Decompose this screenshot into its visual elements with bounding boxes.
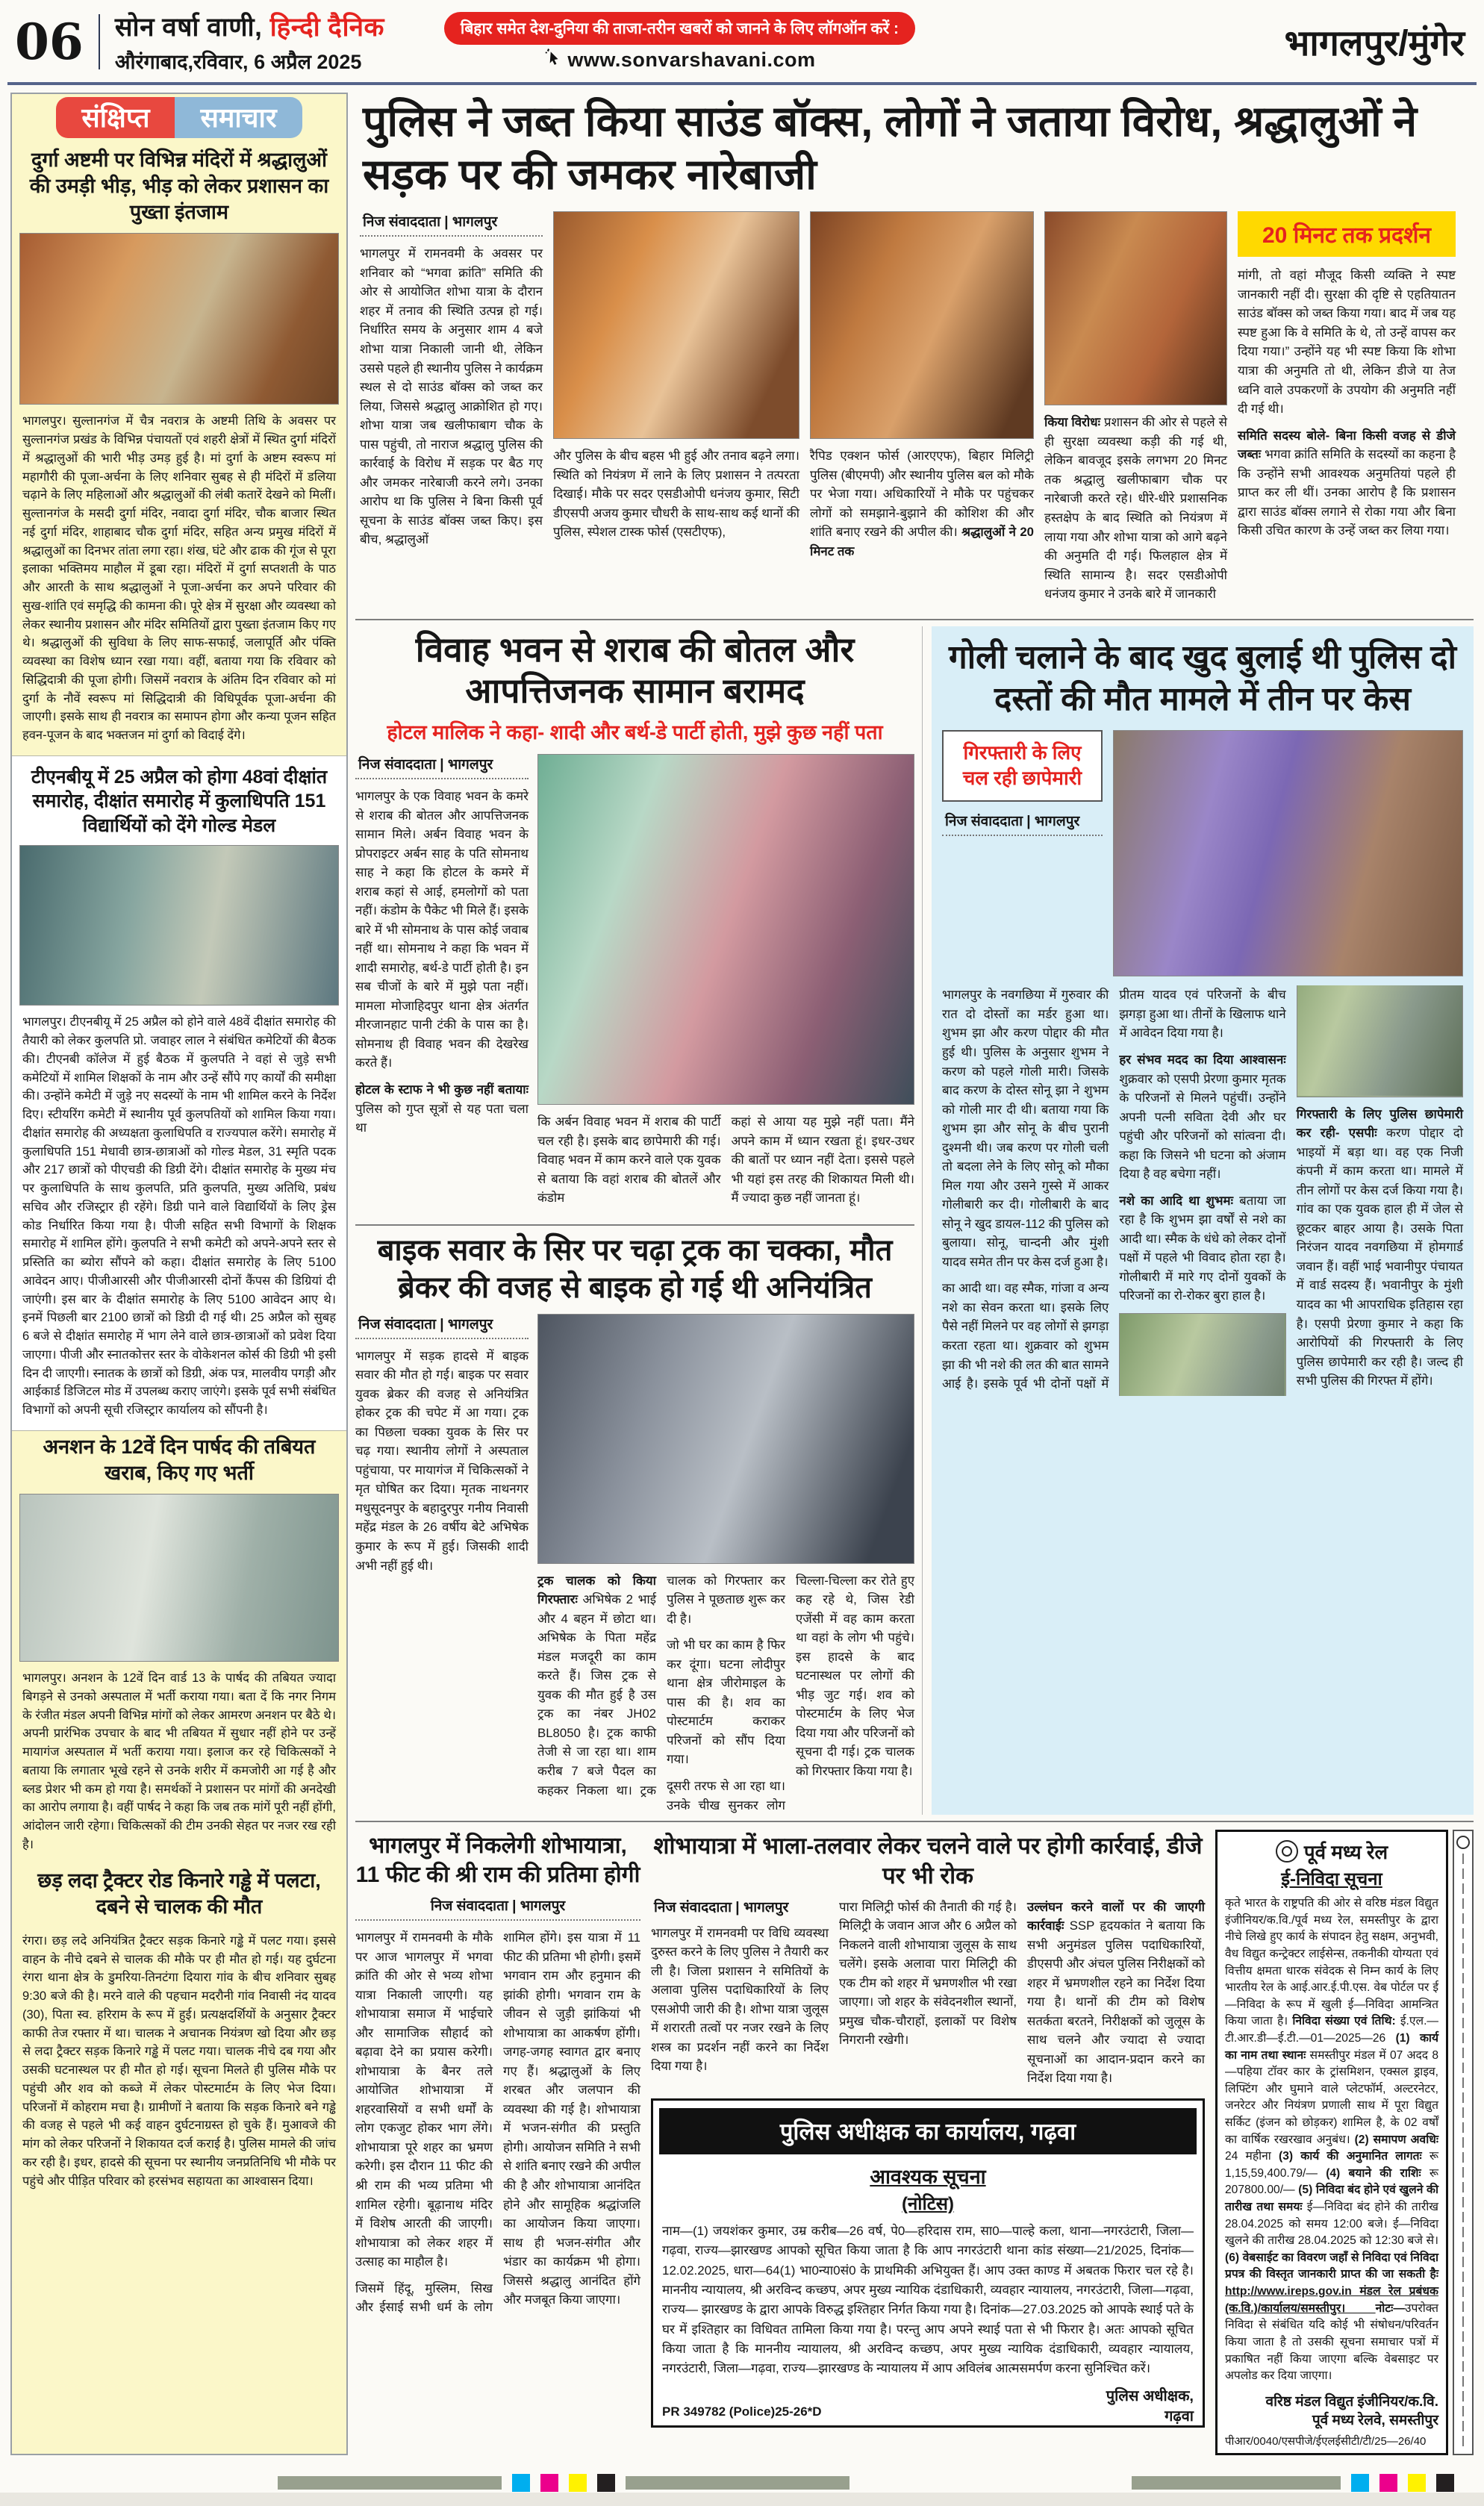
promo-banner: बिहार समेत देश-दुनिया की ताजा-तरीन खबरों को जानने के लिए लॉगऑन करें : — [444, 12, 915, 45]
lead-col-1 — [360, 211, 543, 611]
bold-lead-in: नशे का आदि था शुभमः — [1119, 1193, 1233, 1208]
edition-title: भागलपुर/मुंगेर — [1284, 23, 1465, 63]
lead-headline: पुलिस ने जब्त किया साउंड बॉक्स, लोगों ने जताया विरोध, श्रद्धालुओं ने सड़क पर की जमकर नारेबाजी — [363, 98, 1418, 199]
highlight-box: गिरफ्तारी के लिए चल रही छापेमारी — [942, 730, 1103, 802]
tender-body: कृते भारत के राष्ट्रपति की ओर से वरिष्ठ मंडल विद्युत इंजीनियर/क.वि./पूर्व मध्य रेल, समस्तीपुर के द्वारा नीचे लिखे हुए कार्य के संपादन हेतु सक्षम, अनुभवी, वैध विद्युत कन्ट्रेक्टर लाईसेन्स, तकनीकी योग्यता एवं वित्तीय क्षमता धारक संवेदक से निम्न कार्य के लिए भारतीय रेल के आई.आर.ई.पी.एस. वेब पोर्टल पर ई—निविदा के रूप में खुली ई—निविदा आमन्त्रित किया जाता है। निविदा संख्या एवं तिथि: ई.एल.—टी.आर.डी—ई.टी.—01—2025—26 (1) कार्य का नाम तथा स्थानः समस्तीपुर मंडल में 07 अदद 8—पहिया टॉवर कार के ट्रांसमिशन, एक्सल ड्राइव, लिफ्टिंग और घुमाने वाले प्लेटफॉर्म, अल्टरनेटर, जनरेटर और नियंत्रण प्रणाली साथ में पूरा विद्युत सर्किट (इंजन को छोड़कर) शामिल है, के 02 वर्षों का वार्षिक रखरखाव अनुबंध। (2) समापण अवधिः 24 महीना (3) कार्य की अनुमानित लागतः रू 1,15,59,400.79/— (4) बयाने की राशिः रू 207800.00/— (5) निविदा बंद होने एवं खुलने की तारीख तथा समयः ई—निविदा बंद होने की तारीख 28.04.2025 को समय 12:00 बजे। ई—निविदा खुलने की तारीख 28.04.2025 को 12:30 बजे से। (6) वेबसाईट का विवरण जहाँ से निविदा एवं निविदा प्रपत्र की विस्तृत जानकारी प्राप्त की जा सकती हैः http://www.ireps.gov.in मंडल रेल प्रबंधक (क.वि.)/कार्यालय/समस्तीपुर। नोटः—उपरोक्त निविदा से संबंधित यदि कोई भी संषोधन/परिवर्तन किया जाता है तो उसकी सूचना समाचार पत्रों में प्रकाषित नहीं किया जाएगा बल्कि वेबसाइट पर अपलोड कर दिया जाएगा। — [1225, 1897, 1439, 2383]
print-registration-bar — [278, 2473, 1454, 2493]
strip-rule — [1462, 1854, 1464, 2449]
bold-lead-in: किया विरोधः — [1044, 415, 1100, 430]
byline: निज संवाददाता | भागलपुर — [363, 214, 498, 231]
byline-rule — [360, 235, 543, 237]
brief-story-convocation — [12, 755, 346, 1431]
main-content — [355, 93, 1474, 2455]
masthead-rule — [7, 82, 1477, 85]
brief-story-tractor — [12, 1865, 346, 2194]
registration-yellow — [569, 2474, 587, 2492]
paragraph: का आदी था। वह स्मैक, गांजा व अन्य नशे का सेवन करता था। इसके लिए पैसे नहीं मिलने पर वह लोगों से झगड़ा करता रहता था। शुक्रवार को शुभम झा की भी नशे की लत की बात सामने आई है। इसके पूर्व भी दोनों पक्षों में प्रीतम यादव एवं परिजनों के बीच झगड़ा हुआ था। तीनों के खिलाफ थाने में आवेदन दिया गया है। — [942, 988, 1286, 1391]
bold-lead-in: (5) निविदा बंद होने एवं खुलने की तारीख तथा समयः — [1225, 2184, 1438, 2214]
registration-gray-bar — [626, 2476, 849, 2490]
click-icon — [543, 48, 563, 72]
paragraph: नशे का आदि था शुभमः बताया जा रहा है कि शुभम झा वर्षों से नशे का आदी था। स्मैक के धंधे को लेकर दोनों पक्षों में पहले भी विवाद होता रहा है। गोलीबारी में मारे गए दोनों युवकों के परिजनों का रो-रोकर बुरा हाल है। — [1119, 1193, 1286, 1303]
rail-tender-ad — [1215, 1830, 1448, 2455]
paragraph: कि अर्बन विवाह भवन में शराब की पार्टी चल रही है। इसके बाद छापेमारी की गई। विवाह भवन में काम करने वाले एक युवक से बताया कि वहां शराब की बोतलें और कंडोम — [537, 1115, 721, 1206]
photo-university-meeting — [19, 845, 339, 1006]
brief-headline: छड़ लदा ट्रैक्टर रोड किनारे गड्ढे में पलटा, दबने से चालक की मौत — [37, 1868, 321, 1918]
lead-paragraph: और पुलिस के बीच बहस भी हुई और तनाव बढ़ने लगा। स्थिति को नियंत्रण में लाने के लिए प्रशासन ने तत्परता दिखाई। मौके पर सदर एसडीओपी धनंजय कुमार, सिटी डीएसपी अजय कुमार चौधरी के साथ-साथ कई थानों की पुलिस, स्पेशल टास्क फोर्स (एसटीएफ), — [553, 449, 799, 540]
paragraph: भागलपुर में सड़क हादसे में बाइक सवार की मौत हो गई। बाइक पर सवार युवक ब्रेकर की वजह से अनियंत्रित होकर ट्रक की चपेट में आ गया। ट्रक का पिछला चक्का युवक के सिर पर चढ़ गया। स्थानीय लोगों ने अस्पताल पहुंचाया, पर मायागंज में चिकित्सकों ने मृत घोषित कर दिया। मृतक नाथनगर मधुसूदनपुर के बहादुरपुर गनीय निवासी महेंद्र मंडल के 26 वर्षीय बेटे अभिषेक कुमार के रूप में हुई। जिसकी शादी अभी नहीं हुई थी। — [355, 1348, 529, 1573]
paragraph: होटल के स्टाफ ने भी कुछ नहीं बतायाः पुलिस को गुप्त सूत्रों से यह पता चला था — [355, 1082, 529, 1135]
byline: निज संवाददाता | भागलपुर — [358, 757, 493, 773]
notice-subtitle-2: (नोटिस) — [901, 2193, 955, 2214]
headline: गोली चलाने के बाद खुद बुलाई थी पुलिस दो दस्तों की मौत मामले में तीन पर केस — [948, 638, 1456, 717]
brief-headline: अनशन के 12वें दिन पार्षद की तबियत खराब, किए गए भर्ती — [43, 1435, 316, 1485]
paragraph: हर संभव मदद का दिया आश्वासनः शुक्रवार को एसपी प्रेरणा कुमार मृतक के परिजनों से मिलने पहुंचीं। उन्होंने अपनी पत्नी सविता देवी और घर पहुंची और परिजनों को सांत्वना दी। कहा कि जिसने भी घटना को अंजाम दिया है वह बचेगा नहीं। — [1119, 1053, 1286, 1182]
byline-rule — [355, 1919, 640, 1921]
masthead-divider — [99, 14, 100, 69]
byline: निज संवाददाता | भागलपुर — [430, 1898, 566, 1915]
lead-sidebar — [1238, 211, 1456, 611]
lead-paragraph: भागलपुर में रामनवमी के अवसर पर शनिवार को “भगवा क्रांति” समिति की ओर से आयोजित शोभा यात्रा के दौरान शहर में तनाव की स्थिति उत्पन्न हो गई। निर्धारित समय के अनुसार शाम 4 बजे शोभा यात्रा निकाली जानी थी, लेकिन उससे पहले ही स्थानीय पुलिस ने कार्यक्रम स्थल से दो साउंड बॉक्स को जब्त कर लिया, जिससे श्रद्धालु आक्रोशित हो गए। शोभा यात्रा जब खलीफाबाग चौक के पास पहुंची, तो नाराज श्रद्धालु पुलिस की कार्रवाई के विरोध में सड़क पर बैठ गए और जमकर नारेबाजी करने लगे। उनका आरोप था कि पुलिस ने बिना किसी पूर्व सूचना के साउंड बॉक्स जब्त किए। इस बीच, श्रद्धालुओं — [360, 246, 543, 547]
website-url: www.sonvarshavani.com — [567, 48, 816, 71]
notice-office-title: पुलिस अधीक्षक का कार्यालय, गढ़वा — [659, 2108, 1197, 2154]
registration-gray-bar — [278, 2476, 502, 2490]
paper-name-block — [115, 9, 384, 75]
middle-bottom-stack — [651, 1830, 1205, 2455]
photo-police-inspection-room — [537, 754, 914, 1105]
byline-rule — [355, 778, 529, 779]
brief-body: भागलपुर। अनशन के 12वें दिन वार्ड 13 के पार्षद की तबियत ज्यादा बिगड़ने से उनको अस्पताल में भर्ती कराया गया। बता दें कि नगर निगम के रंजीत मंडल अपनी विभिन्न मांगों को लेकर आमरण अनशन पर बैठे थे। अपनी प्रारंभिक उपचार के बाद भी तबियत में सुधार नहीं होने पर उन्हें मायागंज अस्पताल में भर्ती कराया गया। इलाज कर रहे चिकित्सकों ने बताया कि लगातार भूखे रहने से उनके शरीर में कमजोरी आ गई है और ब्लड प्रेशर भी कम हो गया है। समर्थकों ने प्रशासन पर मांगों की अनदेखी का आरोप लगाया है। वहीं पार्षद ने कहा कि जब तक मांगें पूरी नहीं होंगी, आंदोलन जारी रहेगा। चिकित्सकों की टीम उनकी सेहत पर नजर रख रही है। — [22, 1671, 336, 1851]
byline: निज संवाददाता | भागलपुर — [654, 1899, 789, 1916]
bold-lead-in: उल्लंघन करने वालों पर की जाएगी कार्रवाईः — [1027, 1899, 1205, 1933]
bold-lead-in: ट्रक चालक को किया गिरफ्तारः — [537, 1573, 656, 1607]
headline: विवाह भवन से शराब की बोतल और आपत्तिजनक सामान बरामद — [415, 629, 855, 710]
subheadline: होटल मालिक ने कहा- शादी और बर्थ-डे पार्टी होती, मुझे कुछ नहीं पता — [387, 721, 883, 744]
bold-lead-in: निविदा संख्या एवं तिथि: — [1292, 2015, 1396, 2028]
brief-tag-red: संक्षिप्त — [56, 97, 175, 138]
paragraph: दूसरी तरफ से आ रहा था। उनके चीख सुनकर लोग चिल्ला-चिल्ला कर रोते हुए कह रहे थे, जिस रेडी एजेंसी में वह काम करता था वहां के लोग भी पहुंचे। इस हादसे के बाद घटनास्थल पर लोगों की भीड़ जुट गई। शव को पोस्टमार्टम के लिए भेज दिया गया और परिजनों को सूचना दी गई। ट्रक चालक को गिरफ्तार किया गया है। — [667, 1573, 914, 1813]
article-truck-accident — [355, 1224, 914, 1815]
article-liquor-found — [355, 626, 914, 1215]
paper-subtitle: हिन्दी दैनिक — [269, 13, 384, 42]
sidebar-title: 20 मिनट तक प्रदर्शन — [1238, 211, 1456, 257]
photo-idol-closeup — [810, 211, 1034, 439]
bold-lead-in: नोटः— — [1375, 2301, 1405, 2315]
paragraph: भागलपुर के नवगछिया में गुरुवार की रात दो दोस्तों का मर्डर हुआ था। शुभम झा और करण पोद्दार की मौत हुई थी। पुलिस के अनुसार शुभम ने करण को पहले गोली मारी। जिसके बाद करण के दोस्त सोनू झा ने शुभम को गोली मार दी थी। बताया गया कि शुभम झा और सोनू के बीच पुरानी दुश्मनी थी। जब करण पर गोली चली तो बदला लेने के लिए सोनू को मौका मिल गया और उसने गुस्से में आकर गोलीबारी कर दी। गोलीबारी के बाद सोनू ने खुद डायल-112 की पुलिस को बुलाया। सोनू, चान्दनी और मुंशी यादव समेत तीन पर केस दर्ज हुआ है। — [942, 988, 1109, 1269]
paragraph: भागलपुर के एक विवाह भवन के कमरे से शराब की बोतल और आपत्तिजनक सामान मिले। अर्बन विवाह भवन के प्रोपराइटर अर्बन साह के पति सोमनाथ साह ने कहा कि होटल के कमरे में शराब कहां से आई, हमलोगों को पता नहीं। कंडोम के पैकेट भी मिले हैं। इसके बारे में भी सोमनाथ के पास कोई जवाब नहीं था। सोमनाथ ने कहा कि भवन में शादी समारोह, बर्थ-डे पार्टी होती है। इन सब चीजों के बारे में मुझे पता नहीं। मामला मोजाहिदपुर थाना क्षेत्र अंतर्गत मीरजानहाट पानी टंकी के पास का है। सोमनाथ ही विवाह भवन की देखरेख करते हैं। — [355, 789, 529, 1070]
tender-title: ई-निविदा सूचना — [1281, 1869, 1382, 1890]
liquor-photo-block — [537, 754, 914, 1215]
right-edge-ad-strip — [1453, 1830, 1474, 2455]
registration-magenta — [540, 2474, 558, 2492]
notice-reference: PR 349782 (Police)25-26*D — [662, 2404, 822, 2419]
article-weapons-ban — [651, 1831, 1205, 2088]
paper-name: सोन वर्षा वाणी, — [114, 13, 263, 42]
page-number: 06 — [15, 13, 84, 71]
brief-tag-blue: समाचार — [175, 97, 302, 138]
registration-black — [597, 2474, 615, 2492]
registration-cyan — [1351, 2474, 1369, 2492]
brief-news-column — [10, 93, 348, 2455]
headline: बाइक सवार के सिर पर चढ़ा ट्रक का चक्का, मौत ब्रेकर की वजह से बाइक हो गई थी अनियंत्रित — [377, 1233, 893, 1304]
paragraph: भागलपुर में रामनवमी के मौके पर आज भागलपुर में भगवा क्रांति की ओर से भव्य शोभा यात्रा निकाली जाएगी। यह शोभायात्रा समाज में भाईचारे और सामाजिक सौहार्द को बढ़ावा देने का प्रयास करेगी। शोभायात्रा के बैनर तले आयोजित शोभायात्रा में शहरवासियों व सभी धर्मों के लोग एकजुट होकर भाग लेंगे। शोभायात्रा पूरे शहर का भ्रमण करेगी। इस दौरान 11 फीट की श्री राम की भव्य प्रतिमा भी शामिल रहेगी। बूढ़ानाथ मंदिर में विशेष आरती की जाएगी। शोभायात्रा को लेकर शहर में उत्साह का माहौल है। — [355, 1930, 493, 2269]
dateline: औरंगाबाद,रविवार, 6 अप्रैल 2025 — [114, 51, 362, 73]
bold-lead-in: श्रद्धालुओं ने 20 मिनट तक — [810, 525, 1034, 558]
photo-temple-crowd — [19, 233, 339, 405]
registration-black — [1436, 2474, 1454, 2492]
brief-body: रंगरा। छड़ लदे अनियंत्रित ट्रैक्टर सड़क किनारे गड्ढे में पलट गया। इससे वाहन के नीचे दबने से चालक की मौके पर ही मौत हो गई। यह दुर्घटना रंगरा थाना क्षेत्र के डुमरिया-तिनटंगा दियारा गांव के बीच शनिवार सुबह 9:30 बजे की है। मरने वाले की पहचान मदरौनी गांव निवासी नंद यादव (30), पिता स्व. हरिराम के रूप में हुई। प्रत्यक्षदर्शियों के अनुसार ट्रैक्टर काफी तेज रफ्तार में था। चालक ने अचानक नियंत्रण खो दिया और छड़ से लदा ट्रैक्टर सड़क किनारे गड्ढे में पलट गया। चालक नीचे दब गया और उसकी घटनास्थल पर ही मौत हो गई। सूचना मिलते ही पुलिस मौके पर पहुंची और शव को कब्जे में लेकर पोस्टमार्टम के लिए भेज दिया। परिजनों में कोहराम मचा है। ग्रामीणों ने बताया कि सड़क किनारे बने गड्ढे की वजह से पहले भी कई वाहन दुर्घटनाग्रस्त हो चुके हैं। मुआवजे की मांग को लेकर परिजनों ने शिकायत दर्ज कराई है। पुलिस मामले की जांच कर रही है। इधर, हादसे की सूचना पर स्थानीय जनप्रतिनिधि भी मौके पर पहुंचे और पीड़ित परिवार को हरसंभव सहायता का आश्वासन दिया। — [22, 1933, 336, 2188]
brief-headline: दुर्गा अष्टमी पर विभिन्न मंदिरों में श्रद्धालुओं की उमड़ी भीड़, भीड़ को लेकर प्रशासन का पुख्ता इंतजाम — [29, 149, 329, 224]
truck-photo-block — [537, 1314, 914, 1815]
photo-protest-crowd — [1044, 211, 1227, 405]
bold-lead-in: (4) बयाने की राशिः — [1326, 2166, 1421, 2180]
photo-loaded-truck — [537, 1314, 914, 1564]
bold-lead-in: (2) समापण अवधिः — [1354, 2133, 1438, 2146]
paragraph: कहां से आया यह मुझे नहीं पता। मैंने अपने काम में ध्यान रखता हूं। इधर-उधर की बातों पर ध्यान नहीं देता। इससे पहले भी यहां इस तरह की शिकायत मिली थी। मैं ज्यादा कुछ नहीं जानता हूं। — [731, 1115, 914, 1206]
headline: भागलपुर में निकलेगी शोभायात्रा, 11 फीट की श्री राम की प्रतिमा होगी — [355, 1833, 640, 1888]
registration-yellow — [1408, 2474, 1426, 2492]
railway-logo-icon — [1276, 1840, 1298, 1863]
sidebar-paragraph: मांगी, तो वहां मौजूद किसी व्यक्ति ने स्पष्ट जानकारी नहीं दी। सुरक्षा की दृष्टि से एहतियातन साउंड बॉक्स को जब्त किया गया। बाद में जब यह स्पष्ट हुआ कि वे समिति के थे, तो उन्हें वापस कर दिया गया।” उन्होंने यह भी स्पष्ट किया कि शोभा यात्रा की अनुमति तो थी, लेकिन डीजे या तेज ध्वनि वाले उपकरणों के उपयोग की अनुमति नहीं दी गई थी। — [1238, 268, 1456, 417]
promo-block — [444, 12, 915, 72]
lead-paragraph: रैपिड एक्शन फोर्स (आरएएफ), बिहार मिलिट्री पुलिस (बीएमपी) और स्थानीय पुलिस बल को मौके पर भेजा गया। अधिकारियों ने मौके पर पहुंचकर लोगों को समझाने-बुझाने की कोशिश की और शांति बनाए रखने की अपील की। श्रद्धालुओं ने 20 मिनट तक — [810, 449, 1034, 558]
fire-col-1 — [942, 730, 1103, 976]
byline: निज संवाददाता | भागलपुर — [945, 814, 1080, 829]
sidebar-paragraph: समिति सदस्य बोले- बिना किसी वजह से डीजे जब्तः भगवा क्रांति समिति के सदस्यों का कहना है कि उन्होंने सभी आवश्यक अनुमतियां पहले ही प्राप्त कर ली थीं। उनका आरोप है कि प्रशासन द्वारा साउंड बॉक्स लगाने से रोका गया और बिना किसी उचित कारण के उन्हें जब्त कर लिया गया। — [1238, 428, 1456, 538]
article-shobha-yatra — [355, 1830, 640, 2455]
bold-lead-in: गिरफ्तारी के लिए पुलिस छापेमारी कर रही- एसपीः — [1296, 1106, 1463, 1141]
liquor-col-1 — [355, 754, 529, 1215]
byline: निज संवाददाता | भागलपुर — [358, 1316, 493, 1333]
brief-headline: टीएनबीयू में 25 अप्रैल को होगा 48वां दीक्षांत समारोह, दीक्षांत समारोह में कुलाधिपति 151 विद्यार्थियों को देंगे गोल्ड मेडल — [31, 766, 328, 836]
paragraph: गिरफ्तारी के लिए पुलिस छापेमारी कर रही- एसपीः करण पोद्दार दो भाइयों में बड़ा था। वह एक निजी कंपनी में काम करता था। मामले में तीन लोगों पर केस दर्ज किया गया है। गांव का एक युवक हाल ही में जेल से छूटकर बाहर आया है। उसके पिता निरंजन यादव नवगछिया में होमगार्ड जवान हैं। वहीं भाई भवानीपुर पंचायत में वार्ड सदस्य हैं। भवानीपुर के मुंशी यादव का भी आपराधिक इतिहास रहा है। एसपी प्रेरणा कुमार ने कहा कि आरोपियों की गिरफ्तारी के लिए पुलिस छापेमारी कर रही है। जल्द ही सभी पुलिस की गिरफ्त में होंगे। — [1296, 1106, 1463, 1388]
tender-org: पूर्व मध्य रेल — [1303, 1841, 1388, 1864]
photo-procession-street — [553, 211, 799, 439]
brief-story-hungerstrike — [12, 1431, 346, 1857]
photo-village-house-door — [1113, 730, 1463, 976]
truck-col-1 — [355, 1314, 529, 1815]
bold-lead-in: हर संभव मदद का दिया आश्वासनः — [1119, 1053, 1286, 1067]
tender-signature: वरिष्ठ मंडल विद्युत इंजीनियर/क.वि. पूर्व मध्य रेलवे, समस्तीपुर — [1265, 2393, 1438, 2429]
photo-hospital-ward — [19, 1494, 339, 1662]
tender-reference: पीआर/0040/एसपीजे/ईएलईसीटी/टी/25—26/40 — [1225, 2435, 1427, 2449]
paragraph: जिसमें हिंदू, मुस्लिम, सिख और ईसाई सभी धर्म के लोग शामिल होंगे। इस यात्रा में 11 फीट की प्रतिमा भी होगी। इसमें भगवान राम और हनुमान की झांकी होगी। भगवान राम के जीवन से जुड़ी झांकियां भी शोभायात्रा का आकर्षण होंगी। जगह-जगह स्वागत द्वार बनाए गए हैं। श्रद्धालुओं के लिए शरबत और जलपान की व्यवस्था की गई है। शोभायात्रा में भजन-संगीत की प्रस्तुति होगी। आयोजन समिति ने सभी से शांति बनाए रखने की अपील की है और शोभायात्रा आनंदित होने और सामूहिक श्रद्धांजलि का आयोजन किया जाएगा। साथ ही भजन-संगीत और भंडार का कार्यक्रम भी होगा। जिससे श्रद्धालु आनंदित होंगे और मजबूत किया जाएगा। — [355, 1930, 640, 2315]
bold-lead-in: समिति सदस्य बोले- बिना किसी वजह से डीजे जब्तः — [1238, 428, 1456, 462]
notice-subtitle: आवश्यक सूचना — [870, 2165, 986, 2188]
byline-rule — [355, 1338, 529, 1339]
paragraph: ट्रक चालक को किया गिरफ्तारः अभिषेक 2 भाई और 4 बहन में छोटा था। अभिषेक के पिता महेंद्र मंडल मजदूरी का काम करते हैं। जिस ट्रक से युवक की मौत हुई है उस ट्रक का नंबर JH02 BL8050 है। ट्रक काफी तेजी से जा रहा था। शाम करीब 7 बजे पैदल का कहकर निकला था। ट्रक चालक को गिरफ्तार कर पुलिस ने पूछताछ शुरू कर दी है। — [537, 1573, 785, 1798]
lead-col-3 — [810, 211, 1034, 611]
paragraph: जो भी घर का काम है फिर कर दूंगा। घटना लोदीपुर थाना क्षेत्र जीरोमाइल के पास की है। शव का पोस्टमार्टम कराकर परिजनों को सौंप दिया गया। — [667, 1638, 785, 1767]
bold-lead-in: (6) वेबसाईट का विवरण जहाँ से निविदा एवं निविदा प्रपत्र की विस्तृत जानकारी प्राप्त की जा सकती हैः — [1225, 2251, 1438, 2281]
lead-col-4 — [1044, 211, 1227, 611]
brief-tags — [12, 97, 346, 138]
brief-body: भागलपुर। सुल्तानगंज में चैत्र नवरात्र के अष्टमी तिथि के अवसर पर सुल्तानगंज प्रखंड के विभिन्न पंचायतों एवं शहरी क्षेत्रों में स्थित दुर्गा मंदिरों में श्रद्धालुओं की भारी भीड़ उमड़ हुई है। मां दुर्गा के अष्टम स्वरूप मां महागौरी की पूजा-अर्चना के लिए शनिवार सुबह से ही मंदिरों में डलिया चढ़ाने के लिए महिलाओं और श्रद्धालुओं की लंबी कतारें देखने को मिलीं। सुल्तानगंज के मसदी दुर्गा मंदिर, नवादा दुर्गा मंदिर, चौक बाजार स्थित नई दुर्गा मंदिर, शाहाबाद चौक दुर्गा मंदिर, सहित अन्य प्रमुख मंदिरों में श्रद्धालुओं का दिनभर तांता लगा रहा। शंख, घंटे और ढाक की गूंज से पूरा इलाका भक्तिमय माहौल में डूबा रहा। मंदिरों में दुर्गा सप्तशती के पाठ और आरती के साथ श्रद्धालुओं ने पूजा-अर्चना कर अपने परिवार की सुख-शांति एवं समृद्धि की कामना की। पूरे क्षेत्र में सुरक्षा और व्यवस्था को लेकर स्थानीय प्रशासन और मंदिर समितियों द्वारा पुख्ता इंतजाम किए गए थे। श्रद्धालुओं की सुविधा के लिए साफ-सफाई, जलापूर्ति और पंक्ति व्यवस्था का विशेष ध्यान रखा गया। वहीं, बताया गया कि रविवार को सिद्धिदात्री की पूजा होगी। जिसमें नवरात्र के अंतिम दिन रविवार को मां दुर्गा के नौवें स्वरूप मां सिद्धिदात्री की विधिपूर्वक पूजा-अर्चना की जाएगी। इसके साथ ही नवरात्र का समापन होगा और कन्या पूजन सहित हवन-पूजन के बाद भक्तजन मां दुर्गा को विदाई देंगे। — [22, 414, 336, 743]
byline-rule — [942, 835, 1103, 836]
bold-lead-in: (3) कार्य की अनुमानित लागतः — [1279, 2150, 1422, 2163]
registration-magenta — [1379, 2474, 1397, 2492]
bold-lead-in: (1) कार्य का नाम तथा स्थानः — [1225, 2031, 1438, 2062]
headline: शोभायात्रा में भाला-तलवार लेकर चलने वाले पर होगी कार्रवाई, डीजे पर भी रोक — [653, 1833, 1203, 1889]
lead-paragraph: किया विरोधः प्रशासन की ओर से पहले से ही सुरक्षा व्यवस्था कड़ी की गई थी, लेकिन बावजूद इसके लगभग 20 मिनट तक श्रद्धालु खलीफाबाग चौक पर नारेबाजी करते रहे। धीरे-धीरे प्रशासनिक हस्तक्षेप के बाद स्थिति को नियंत्रण में लाया गया और शोभा यात्रा को आगे बढ़ने की अनुमति दी गई। फिलहाल क्षेत्र में स्थिति सामान्य है। सदर एसडीओपी धनंजय कुमार ने उनके बारे में जानकारी — [1044, 415, 1227, 602]
lead-col-2 — [553, 211, 799, 611]
masthead — [0, 0, 1484, 81]
notice-signature: पुलिस अधीक्षक, गढ़वा — [1106, 2387, 1194, 2425]
police-notice-ad — [651, 2098, 1205, 2428]
paragraph: पारा मिलिट्री फोर्स की तैनाती की गई है। मिलिट्री के जवान आज और 6 अप्रैल को निकलने वाली शोभायात्रा जुलूस के साथ चलेंगे। इसके अलावा पारा मिलिट्री की एक टीम को शहर में भ्रमणशील भी रखा जाएगा। जो शहर के संवेदनशील स्थानों, प्रमुख चौक-चौराहों, इलाकों पर विशेष निगरानी रखेगी। — [839, 1899, 1017, 2048]
brief-body: भागलपुर। टीएनबीयू में 25 अप्रैल को होने वाले 48वें दीक्षांत समारोह की तैयारी को लेकर कुलपति प्रो. जवाहर लाल ने संबंधित कमेटियों की बैठक की। टीएनबी कॉलेज में हुई बैठक में कुलपति ने वहां से जुड़े सभी कमेटियों में शामिल शिक्षकों के नाम और उन्हें सौंपे गए कार्यों की समीक्षा की। उन्होंने कमेटी में जुड़े नए सदस्यों के नाम भी शामिल करने के निर्देश दिए। स्टीयरिंग कमेटी में स्थानीय पूर्व कुलपतियों को शामिल किया गया। दीक्षांत समारोह की अध्यक्षता कुलाधिपति व राज्यपाल करेंगे। समारोह में कुलाधिपति 151 मेधावी छात्र-छात्राओं को गोल्ड मेडल, 31 स्मृति पदक और 217 छात्रों को पीएचडी की डिग्री देंगे। दीक्षांत समारोह के मुख्य मंच पर कुलाधिपति के साथ कुलपति, प्रति कुलपति, मुख्य अतिथि, प्रबंध सचिव और रजिस्ट्रार ही रहेंगे। डिग्री पाने वाले विद्यार्थियों के लिए ड्रेस कोड निर्धारित किया गया है। पीजी सहित सभी विभागों के शिक्षक समारोह में शामिल होंगे। कुलपति ने सभी कमेटी को अपने-अपने स्तर से प्रस्तिति का ब्योरा सौंपने को कहा। दीक्षांत समारोह के लिए 5100 आवेदन आए। पीजीआरसी और पीजीआरसी दोनों कैंपस की डिग्रियां दी जाएंगी। इस बार के दीक्षांत समारोह के लिए 5100 आवेदन आए थे। इनमें पिछली बार 2100 छात्रों को डिग्री दी गई थी। 25 अप्रैल को सुबह 6 बजे से दीक्षांत समारोह में भाग लेने वाले छात्र-छात्राओं को प्रवेश दिया जाएगा। पीजी और स्नातकोत्तर स्तर के वोकेशनल कोर्स की डिग्री भी इसी दिन दी जाएगी। स्नातक के छात्रों को डिग्री, अंक पत्र, मालवीय पगड़ी और आईकार्ड डिजिटल मोड में उपलब्ध कराए जाएंगे। इसके पूर्व सभी संबंधित विभागों को अपनी सूची रजिस्ट्रार कार्यालय को सौंपनी है। — [22, 1015, 336, 1418]
article-sound-box-seized — [355, 93, 1474, 620]
paragraph: उल्लंघन करने वालों पर की जाएगी कार्रवाईः SSP हृदयकांत ने बताया कि सभी अनुमंडल पुलिस पदाधिकारियों, डीएसपी और अंचल पुलिस निरीक्षकों को शहर में भ्रमणशील रहने का निर्देश दिया गया है। थानों की टीम को विशेष सतर्कता बरतने, निरीक्षकों को जुलूस के साथ चलने और ज्यादा से ज्यादा सूचनाओं का आदान-प्रदान करने का निर्देश दिया गया है। — [1027, 1899, 1205, 2086]
strip-emblem-icon — [1456, 1836, 1470, 1849]
paragraph: निज संवाददाता | भागलपुर भागलपुर में रामनवमी पर विधि व्यवस्था दुरुस्त करने के लिए पुलिस ने तैयारी कर ली है। जिला प्रशासन ने समितियों के अलावा पुलिस पदाधिकारियों के लिए एसओपी जारी की है। शोभा यात्रा जुलूस में शरारती तत्वों पर नजर रखने के लिए शस्त्र का प्रदर्शन नहीं करने का निर्देश दिया गया है। — [651, 1898, 829, 2076]
bold-lead-in: होटल के स्टाफ ने भी कुछ नहीं बतायाः — [355, 1082, 529, 1097]
brief-story-durga — [12, 144, 346, 748]
registration-cyan — [512, 2474, 530, 2492]
registration-gray-bar — [1132, 2476, 1341, 2490]
notice-body: नाम—(1) जयशंकर कुमार, उम्र करीब—26 वर्ष, पे0—हरिदास राम, सा0—पाल्हे कला, थाना—नगरउंटारी, जिला—गढ़वा, राज्य—झारखण्ड आपको सूचित किया जाता है कि आप नगरउंटारी थाना कांड संख्या—21/2025, दिनांक—12.02.2025, धारा—64(1) भा0न्या0सं0 के प्राथमिकी अभियुक्त हैं। आप उक्त काण्ड में अबतक फिरार चल रहे है। माननीय न्यायालय, श्री अरविन्द कच्छप, अपर मुख्य न्यायिक दंडाधिकारी, व्यवहार न्यायालय, नगरउंटारी, जिला—गढ़वा, राज्य— झारखण्ड के द्वारा आपके विरुद्ध इश्तिहार निर्गत किया गया है। दिनांक—27.03.2025 को आपके स्थाई पते के घर में इश्तिहार का विधिवत तामिला किया गया है। परन्तु आप अपने स्थाई पता से भी फिरार है। अतः आपको सूचित किया जाता है कि माननीय न्यायालय, श्री अरविन्द कच्छप, अपर मुख्य न्यायिक दंडाधिकारी, व्यवहार न्यायालय, नगरउंटारी, जिला—गढ़वा, राज्य—झारखण्ड के न्यायालय में आप अविलंब आत्मसमर्पण करना सुनिश्चित करें। — [662, 2223, 1194, 2376]
tender-column — [1215, 1830, 1474, 2455]
article-firing-case — [932, 626, 1474, 1815]
